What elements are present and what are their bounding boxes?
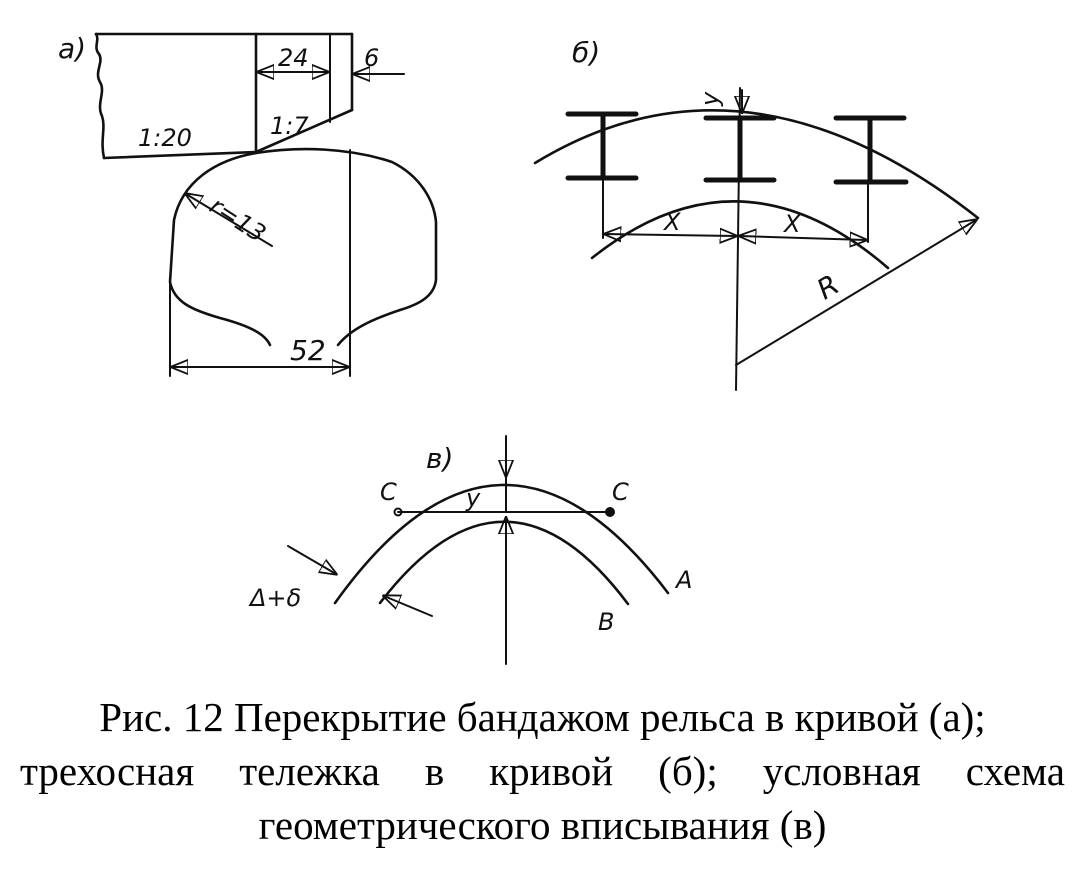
b-label: B (598, 608, 615, 636)
panel-b (535, 36, 978, 390)
curve-b (380, 522, 628, 604)
dimension-52 (170, 150, 350, 376)
caption-line-2: трехосная тележка в кривой (б); условная схема (20, 748, 1065, 794)
x-left-label: X (664, 208, 681, 236)
width-52-label: 52 (290, 334, 326, 367)
x-right-label: X (784, 210, 801, 238)
axle-right (836, 118, 906, 242)
delta-label: Δ+δ (250, 584, 302, 612)
r-label: R (811, 267, 845, 307)
vertical-axis-c (465, 436, 506, 664)
c-left-label: C (380, 478, 397, 506)
axle-left (568, 114, 636, 238)
dimension-6 (354, 44, 404, 74)
slope-1-20-label: 1:20 (138, 124, 192, 152)
dim-6-label: 6 (364, 44, 380, 72)
dimension-24 (258, 44, 328, 72)
c-right-label: C (612, 478, 629, 506)
radius-13 (186, 192, 272, 248)
point-c-right (606, 508, 614, 516)
slope-1-7-label: 1:7 (270, 112, 309, 140)
panel-a (58, 32, 436, 376)
y-label-b: y (696, 91, 724, 106)
dim-24-label: 24 (278, 44, 309, 72)
dimension-y-b (696, 90, 742, 112)
y-label-c: y (466, 484, 481, 512)
wheel-tyre-outline (96, 34, 352, 158)
rail-head-profile (170, 149, 436, 345)
panel-b-label: б) (572, 36, 601, 69)
radius-label: r=13 (204, 191, 271, 248)
panel-c (248, 436, 692, 664)
gap-dimension (248, 546, 432, 616)
caption-line-3: геометрического вписывания (в) (258, 802, 827, 848)
a-label: A (676, 566, 693, 594)
panel-c-label: в) (426, 442, 454, 475)
caption-line-1: Рис. 12 Перекрытие бандажом рельса в кривой (а); (99, 694, 986, 740)
panel-a-label: а) (58, 32, 87, 65)
